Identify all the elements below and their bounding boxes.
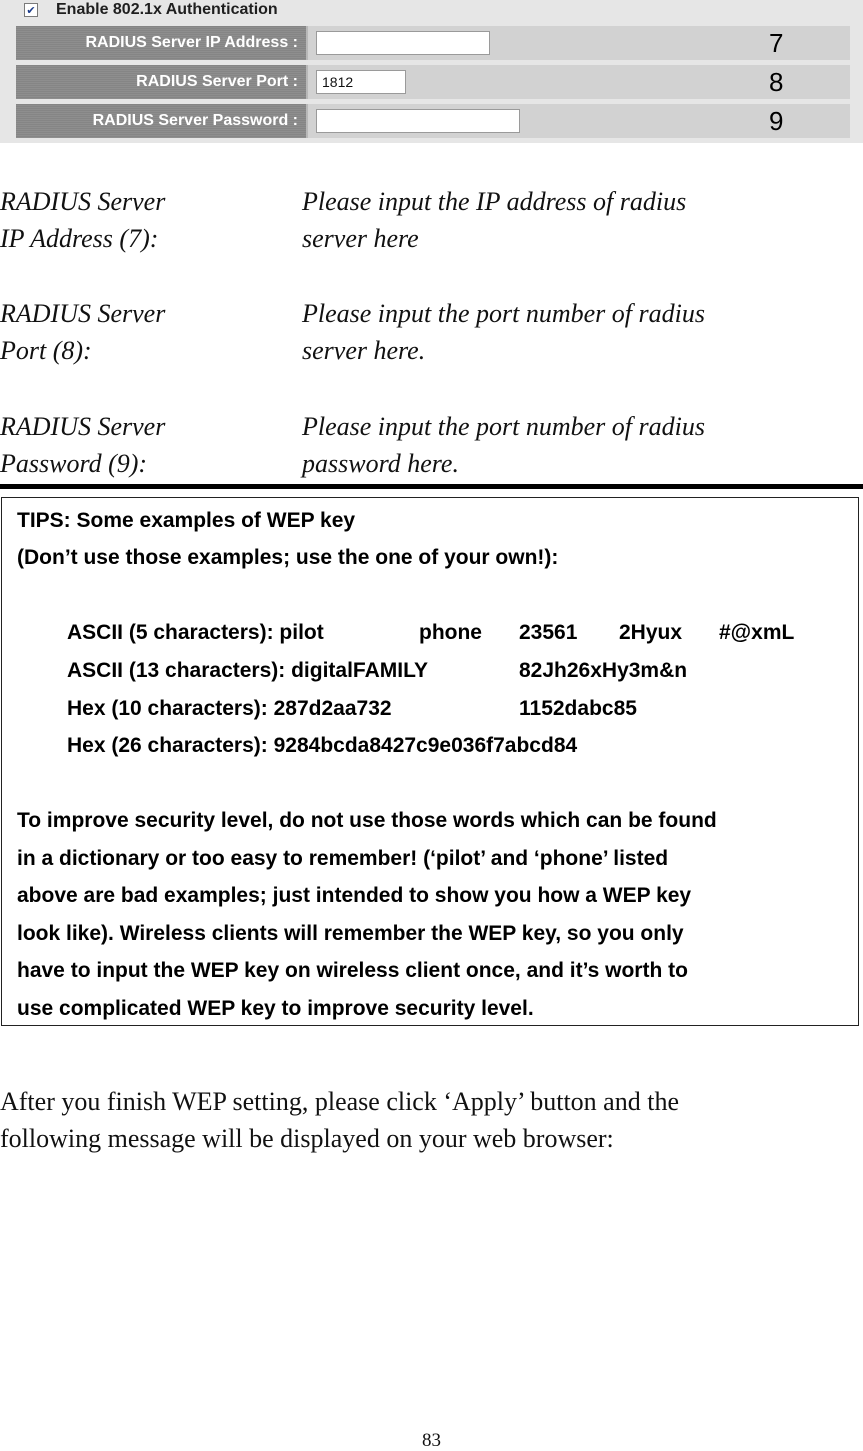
radius-settings-panel bbox=[0, 0, 863, 143]
tips-paragraph-line: To improve security level, do not use those words which can be found bbox=[17, 809, 717, 832]
ascii13-example: 82Jh26xHy3m&n bbox=[519, 659, 688, 682]
page-number: 83 bbox=[422, 1430, 441, 1451]
text-line: Please input the port number of radius bbox=[302, 299, 705, 328]
hex26-label: Hex (26 characters): 9284bcda8427c9e036f7abcd84 bbox=[67, 734, 578, 757]
term-line: Port (8): bbox=[0, 336, 92, 365]
ascii5-example: 2Hyux bbox=[619, 621, 683, 644]
radius-port-label: RADIUS Server Port : bbox=[16, 65, 306, 99]
term-line: RADIUS Server bbox=[0, 299, 166, 328]
tips-subtitle: (Don’t use those examples; use the one of your own!): bbox=[17, 546, 559, 569]
term-line: IP Address (7): bbox=[0, 224, 159, 253]
tips-paragraph-line: use complicated WEP key to improve security level. bbox=[17, 997, 534, 1020]
radius-port-row bbox=[16, 65, 850, 99]
tips-box bbox=[1, 497, 859, 1026]
term-line: RADIUS Server bbox=[0, 187, 166, 216]
hex10-example: 1152dabc85 bbox=[519, 697, 637, 720]
enable-8021x-checkbox[interactable]: ✔ bbox=[24, 3, 38, 17]
ascii5-label: ASCII (5 characters): pilot bbox=[67, 621, 324, 644]
text-line: password here. bbox=[302, 449, 459, 478]
after-paragraph bbox=[0, 1083, 860, 1157]
description-term bbox=[0, 408, 300, 482]
enable-8021x-row[interactable] bbox=[24, 0, 278, 20]
tips-paragraph-line: in a dictionary or too easy to remember! (‘pilot’ and ‘phone’ listed bbox=[17, 847, 669, 870]
ascii5-example: 23561 bbox=[519, 621, 578, 644]
radius-ip-row bbox=[16, 26, 850, 60]
after-line: following message will be displayed on your web browser: bbox=[0, 1124, 614, 1153]
radius-password-input[interactable] bbox=[316, 109, 520, 133]
text-line: Please input the IP address of radius bbox=[302, 187, 687, 216]
text-line: server here. bbox=[302, 336, 426, 365]
tips-paragraph-line: have to input the WEP key on wireless client once, and it’s worth to bbox=[17, 959, 688, 982]
term-line: RADIUS Server bbox=[0, 412, 166, 441]
after-line: After you finish WEP setting, please click ‘Apply’ button and the bbox=[0, 1087, 679, 1116]
tips-title: TIPS: Some examples of WEP key bbox=[17, 509, 356, 532]
term-line: Password (9): bbox=[0, 449, 148, 478]
radius-ip-input[interactable] bbox=[316, 31, 490, 55]
divider bbox=[0, 484, 863, 489]
ascii13-label: ASCII (13 characters): digitalFAMILY bbox=[67, 659, 428, 682]
marker-9: 9 bbox=[769, 106, 784, 136]
text-line: Please input the port number of radius bbox=[302, 412, 705, 441]
description-text bbox=[302, 408, 862, 482]
radius-port-input[interactable]: 1812 bbox=[316, 70, 406, 94]
tips-paragraph-line: above are bad examples; just intended to show you how a WEP key bbox=[17, 884, 692, 907]
enable-8021x-label: Enable 802.1x Authentication bbox=[56, 1, 278, 18]
description-term bbox=[0, 183, 300, 257]
radius-ip-label: RADIUS Server IP Address : bbox=[16, 26, 306, 60]
radius-password-row bbox=[16, 104, 850, 138]
description-term bbox=[0, 295, 300, 369]
ascii5-example: phone bbox=[419, 621, 482, 644]
marker-7: 7 bbox=[769, 28, 784, 58]
radius-password-label: RADIUS Server Password : bbox=[16, 104, 306, 138]
description-text bbox=[302, 295, 862, 369]
text-line: server here bbox=[302, 224, 419, 253]
ascii5-example: #@xmL bbox=[719, 621, 795, 644]
hex10-label: Hex (10 characters): 287d2aa732 bbox=[67, 697, 392, 720]
tips-paragraph-line: look like). Wireless clients will remember the WEP key, so you only bbox=[17, 922, 684, 945]
description-text bbox=[302, 183, 862, 257]
marker-8: 8 bbox=[769, 67, 784, 97]
